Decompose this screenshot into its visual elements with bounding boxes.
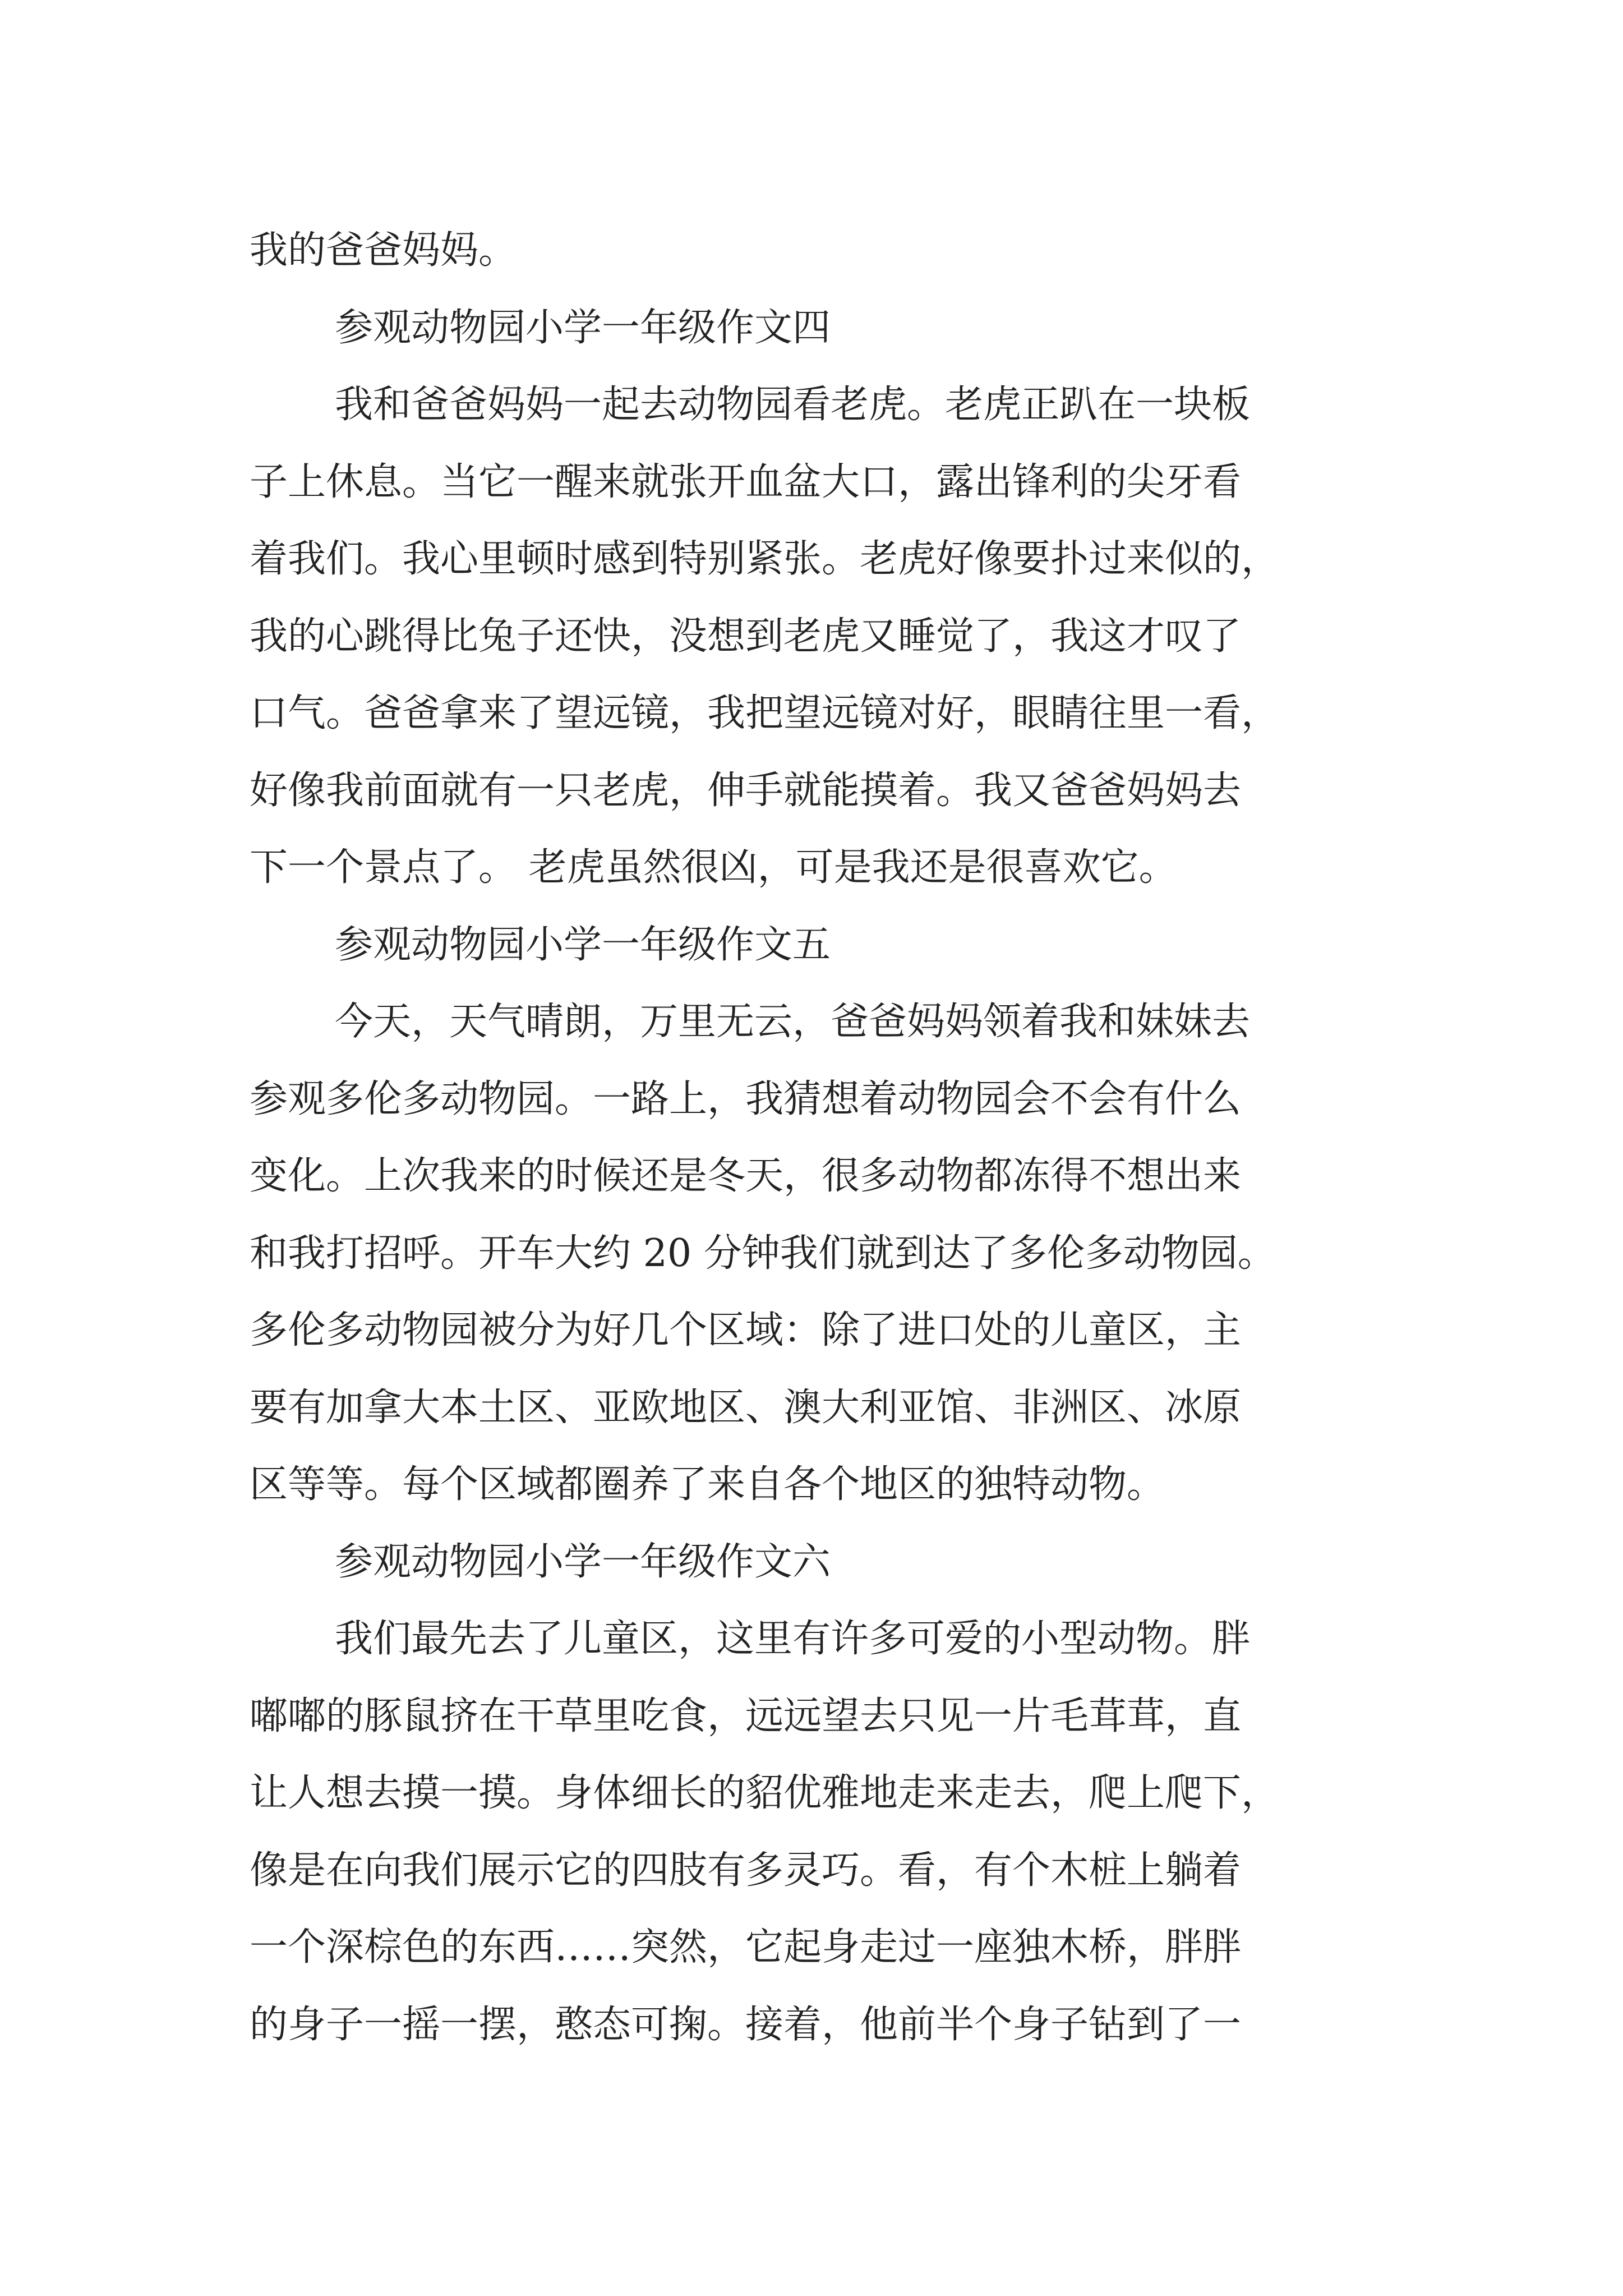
- paragraph-line: 我们最先去了儿童区，这里有许多可爱的小型动物。胖: [335, 1617, 1251, 1661]
- paragraph-line: 我的心跳得比兔子还快，没想到老虎又睡觉了，我这才叹了: [250, 614, 1242, 659]
- paragraph-line: 一个深棕色的东西……突然，它起身走过一座独木桥，胖胖: [250, 1925, 1242, 1970]
- paragraph-line: 区等等。每个区域都圈养了来自各个地区的独特动物。: [250, 1462, 1165, 1507]
- opening-line: 我的爸爸妈妈。: [250, 228, 517, 273]
- section-heading-6: 参观动物园小学一年级作文六: [335, 1539, 831, 1584]
- paragraph-line: 子上休息。当它一醒来就张开血盆大口，露出锋利的尖牙看: [250, 459, 1242, 504]
- paragraph-line: 让人想去摸一摸。身体细长的貂优雅地走来走去，爬上爬下，: [250, 1771, 1280, 1815]
- paragraph-line: 好像我前面就有一只老虎，伸手就能摸着。我又爸爸妈妈去: [250, 768, 1242, 813]
- document-body: [250, 212, 1394, 2063]
- paragraph-line: 多伦多动物园被分为好几个区域：除了进口处的儿童区，主: [250, 1308, 1242, 1352]
- paragraph-line: 今天，天气晴朗，万里无云，爸爸妈妈领着我和妹妹去: [335, 1000, 1251, 1044]
- paragraph-line: 嘟嘟的豚鼠挤在干草里吃食，远远望去只见一片毛茸茸，直: [250, 1694, 1242, 1738]
- section-heading-5: 参观动物园小学一年级作文五: [335, 922, 831, 967]
- paragraph-line: 变化。上次我来的时候还是冬天，很多动物都冻得不想出来: [250, 1154, 1242, 1198]
- paragraph-line: 口气。爸爸拿来了望远镜，我把望远镜对好，眼睛往里一看，: [250, 691, 1280, 735]
- paragraph-line: 下一个景点了。 老虎虽然很凶，可是我还是很喜欢它。: [250, 845, 1177, 890]
- paragraph-line: 我和爸爸妈妈一起去动物园看老虎。老虎正趴在一块板: [335, 383, 1251, 427]
- section-heading-4: 参观动物园小学一年级作文四: [335, 305, 831, 350]
- paragraph-line: 的身子一摇一摆，憨态可掬。接着，他前半个身子钻到了一: [250, 2002, 1242, 2047]
- paragraph-line: 着我们。我心里顿时感到特别紧张。老虎好像要扑过来似的，: [250, 537, 1280, 581]
- paragraph-line: 和我打招呼。开车大约 20 分钟我们就到达了多伦多动物园。: [250, 1231, 1276, 1276]
- paragraph-line: 像是在向我们展示它的四肢有多灵巧。看，有个木桩上躺着: [250, 1848, 1242, 1893]
- paragraph-line: 参观多伦多动物园。一路上，我猜想着动物园会不会有什么: [250, 1076, 1242, 1121]
- paragraph-line: 要有加拿大本土区、亚欧地区、澳大利亚馆、非洲区、冰原: [250, 1385, 1242, 1430]
